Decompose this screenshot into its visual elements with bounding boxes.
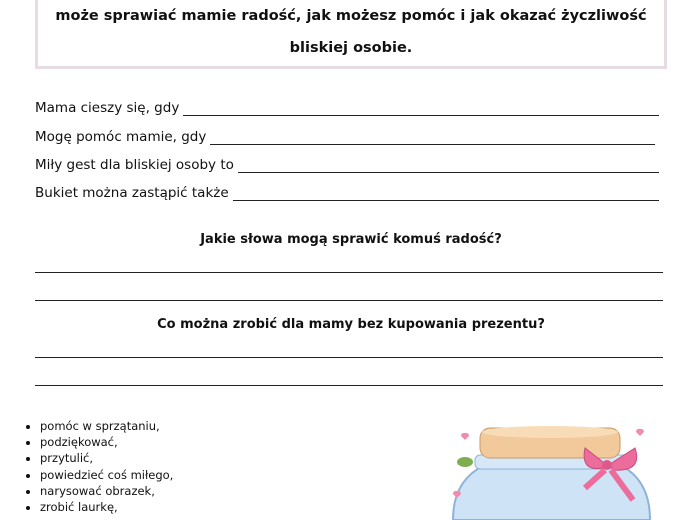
list-item: • przytulić, (40, 450, 173, 466)
question-1: Jakie słowa mogą sprawić komuś radość? (200, 232, 502, 247)
question-2: Co można zrobić dla mamy bez kupowania prezentu? (157, 317, 545, 332)
list-item: • podziękować, (40, 434, 173, 450)
jar-illustration (445, 420, 665, 520)
intro-line-2: bliskiej osobie. (289, 40, 413, 56)
fill-label: Mogę pomóc mamie, gdy (35, 129, 207, 145)
list-item: • zrobić laurkę, (40, 499, 173, 515)
fill-line-4[interactable] (35, 185, 659, 201)
answer-rule[interactable] (35, 272, 663, 273)
answer-rule[interactable] (35, 357, 663, 358)
heart-icon (461, 433, 469, 440)
list-item: • pomóc w sprzątaniu, (40, 418, 173, 434)
answer-line[interactable] (238, 160, 659, 173)
list-item: • powiedzieć coś miłego, (40, 467, 173, 483)
leaf-icon (457, 457, 473, 467)
answer-rule[interactable] (35, 300, 663, 301)
answer-rule[interactable] (35, 385, 663, 386)
ideas-list (22, 418, 173, 515)
fill-label: Miły gest dla bliskiej osoby to (35, 157, 234, 173)
fill-line-2[interactable] (35, 129, 655, 145)
answer-line[interactable] (183, 103, 659, 116)
heart-icon (636, 429, 644, 436)
answer-line[interactable] (210, 132, 655, 145)
list-item: • narysować obrazek, (40, 483, 173, 499)
fill-line-3[interactable] (35, 157, 659, 173)
fill-line-1[interactable] (35, 100, 659, 116)
fill-label: Mama cieszy się, gdy (35, 100, 180, 116)
answer-line[interactable] (233, 188, 659, 201)
intro-line-1: może sprawiać mamie radość, jak możesz pomóc i jak okazać życzliwość (55, 8, 647, 24)
fill-label: Bukiet można zastąpić także (35, 185, 229, 201)
